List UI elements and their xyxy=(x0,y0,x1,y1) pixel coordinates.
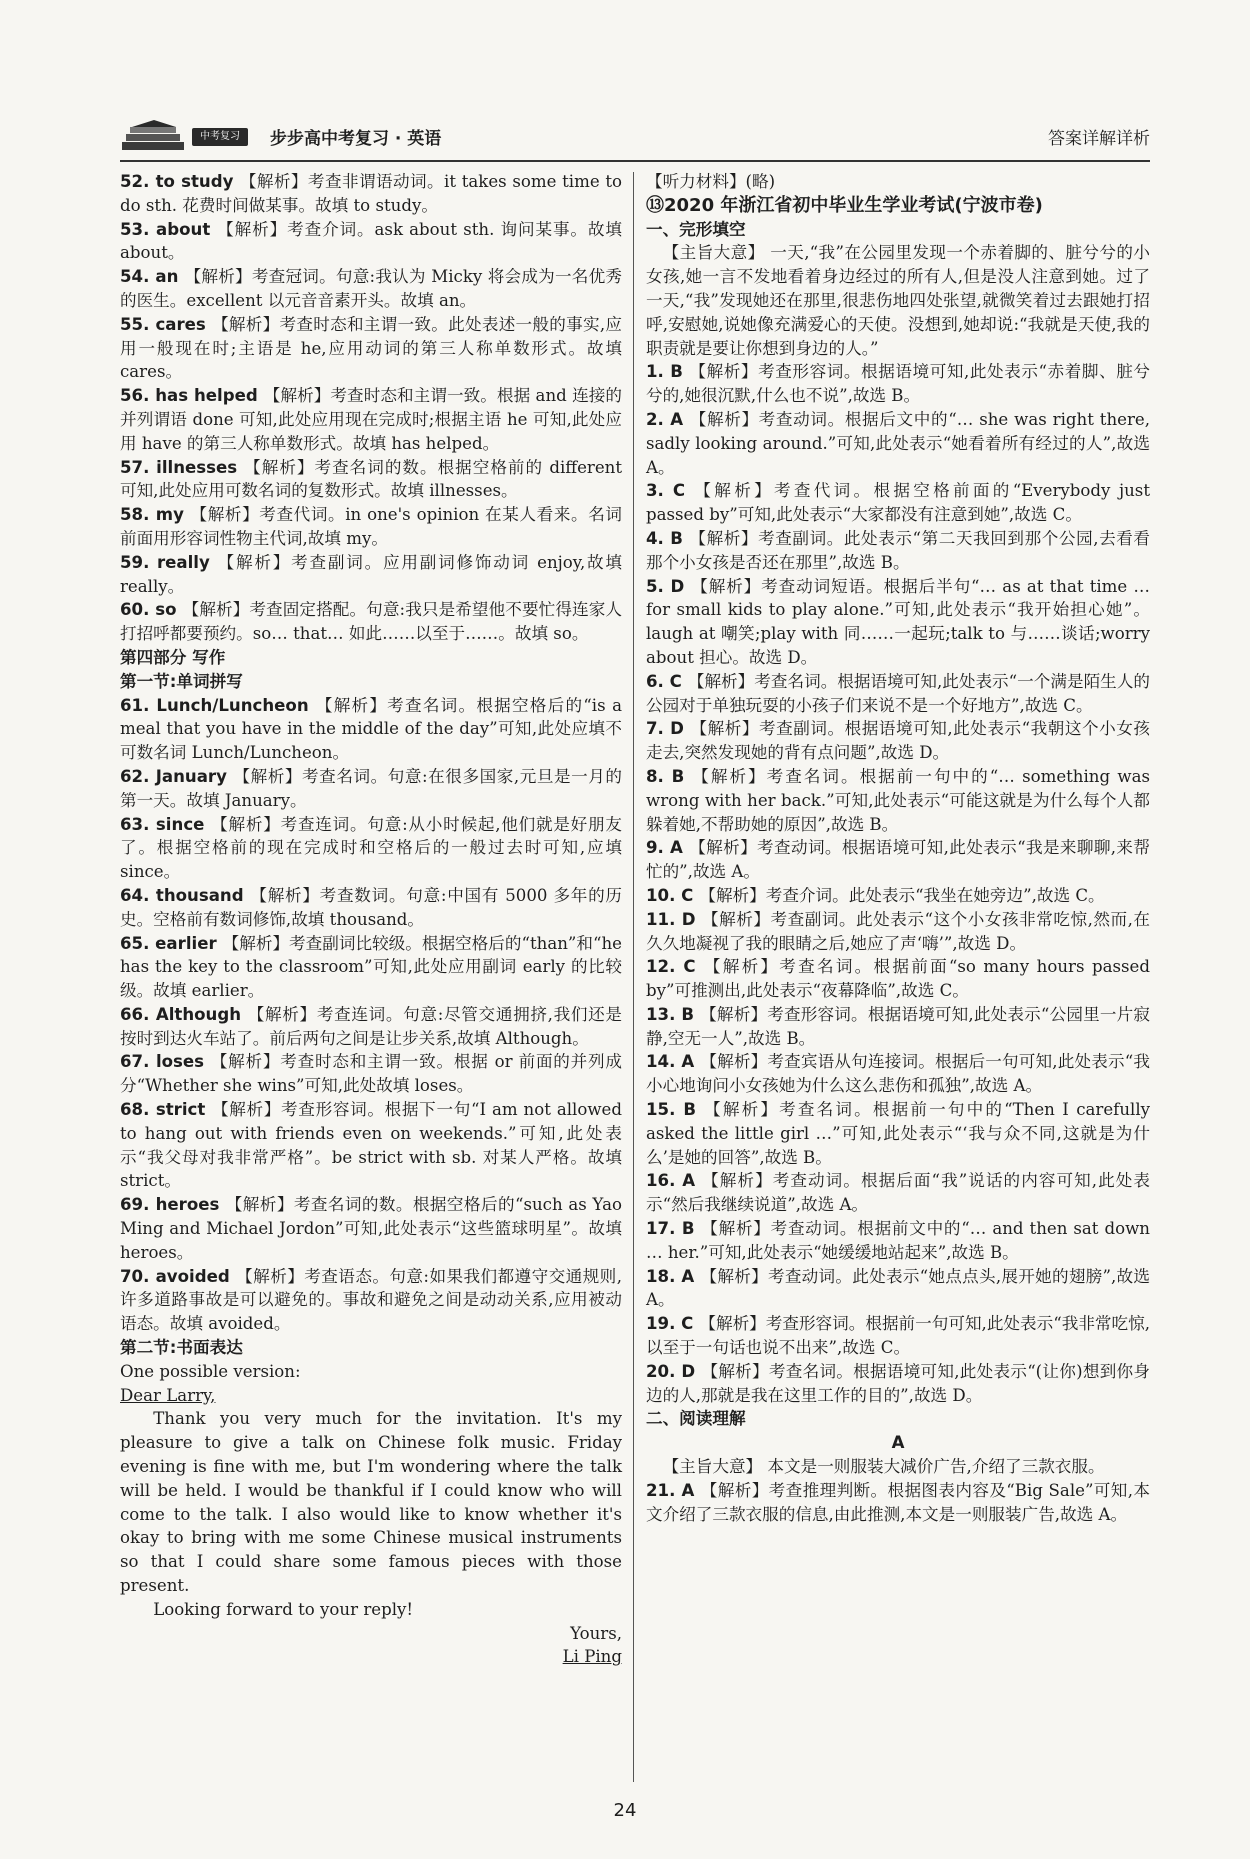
answer-key: 13. B xyxy=(646,1004,694,1024)
answer-key: 2. A xyxy=(646,409,684,429)
answer-key: 69. heroes xyxy=(120,1195,220,1215)
answer-key: 12. C xyxy=(646,957,696,977)
answer-explanation: 【解析】考查名词。根据空格后的“is a meal that you have in the middle of the day”可知,此处应填不可数名词 Lunch/Luncheon。 xyxy=(120,695,622,763)
book-stack-logo xyxy=(120,120,250,154)
series-title: 步步高中考复习 · 英语 xyxy=(270,129,442,149)
section-heading: 第二节:书面表达 xyxy=(120,1338,243,1358)
answer-explanation: 【解析】考查副词。应用副词修饰动词 enjoy,故填 really。 xyxy=(120,552,622,596)
answer-explanation: 【解析】考查名词的数。根据空格后的“such as Yao Ming and Michael Jordon”可知,此处表示“这些篮球明星”。故填 heroes。 xyxy=(120,1195,622,1262)
answer-key: 6. C xyxy=(646,671,682,691)
answer-key: 64. thousand xyxy=(120,885,244,905)
answer-entry xyxy=(646,527,1150,575)
answer-entry xyxy=(120,1050,622,1098)
letter-closing: Looking forward to your reply! xyxy=(153,1599,414,1619)
answer-entry xyxy=(646,908,1150,956)
answer-entry xyxy=(646,479,1150,527)
answer-key: 19. C xyxy=(646,1314,694,1334)
answer-explanation: 【解析】考查副词。此处表示“第二天我回到那个公园,去看看那个小女孩是否还在那里”,故选 B。 xyxy=(646,528,1150,572)
answer-explanation: 【解析】考查名词。根据前面“so many hours passed by”可推测出,此处表示“夜幕降临”,故选 C。 xyxy=(646,957,1150,1001)
answer-explanation: 【解析】考查连词。句意:从小时候起,他们就是好朋友了。根据空格前的现在完成时和空格后的一般过去时可知,应填 since。 xyxy=(120,814,622,882)
answer-entry xyxy=(646,836,1150,884)
part-heading: 第四部分 写作 xyxy=(120,647,226,667)
answer-explanation: 【解析】考查名词。根据前一句中的“… something was wrong with her back.”可知,此处表示“可能这就是为什么每个人都躲着她,不帮助她的原因”,故选 B。 xyxy=(646,766,1150,834)
answer-explanation: 【解析】考查冠词。句意:我认为 Micky 将会成为一名优秀的医生。excellent 以元音音素开头。故填 an。 xyxy=(120,267,622,310)
answer-entry xyxy=(120,1193,622,1264)
books-icon xyxy=(120,120,190,154)
section-heading: 一、完形填空 xyxy=(646,219,746,239)
answer-explanation: 【解析】考查非谓语动词。it takes some time to do sth. 花费时间做某事。故填 to study。 xyxy=(120,172,622,215)
page-number: 24 xyxy=(613,1800,637,1821)
section-title: 答案详解详析 xyxy=(1048,129,1150,149)
answer-entry xyxy=(120,598,622,646)
answer-entry xyxy=(646,575,1150,670)
left-column xyxy=(120,170,622,1669)
answer-explanation: 【解析】考查副词。根据语境可知,此处表示“我朝这个小女孩走去,突然发现她的背有点问题”,故选 D。 xyxy=(646,719,1150,763)
answer-key: 67. loses xyxy=(120,1052,205,1072)
answer-explanation: 【解析】考查形容词。根据下一句“I am not allowed to hang out with friends even on weekends.”可知,此处表示“我父母对我非常严格”。be strict with sb. 对某人严格。故填 strict。 xyxy=(120,1100,622,1191)
answer-entry xyxy=(120,456,622,504)
letter-signature: Li Ping xyxy=(562,1647,622,1667)
answer-explanation: 【解析】考查动词。根据语境可知,此处表示“我是来聊聊,来帮忙的”,故选 A。 xyxy=(646,838,1150,882)
answer-entry xyxy=(120,1003,622,1051)
logo-badge: 中考复习 xyxy=(192,128,248,146)
letter-greeting: Dear Larry, xyxy=(120,1385,216,1405)
answer-entry xyxy=(646,884,1150,908)
answer-explanation: 【解析】考查连词。句意:尽管交通拥挤,我们还是按时到达火车站了。前后两句之间是让步关系,故填 Although。 xyxy=(120,1004,622,1048)
main-idea: 【主旨大意】 本文是一则服装大减价广告,介绍了三款衣服。 xyxy=(662,1457,1105,1477)
letter-sign-off: Yours, xyxy=(570,1623,622,1643)
answer-key: 20. D xyxy=(646,1361,696,1381)
answer-explanation: 【解析】考查名词的数。根据空格前的 different 可知,此处应用可数名词的复数形式。故填 illnesses。 xyxy=(120,457,622,501)
answer-explanation: 【解析】考查名词。根据前一句中的“Then I carefully asked the little girl …”可知,此处表示“‘我与众不同,这就是为什么’是她的回答”,故选 B。 xyxy=(646,1100,1150,1167)
answer-entry xyxy=(120,218,622,266)
answer-explanation: 【解析】考查固定搭配。句意:我只是希望他不要忙得连家人打招呼都要预约。so… that… 如此……以至于……。故填 so。 xyxy=(120,600,622,644)
answer-explanation: 【解析】考查名词。根据语境可知,此处表示“(让你)想到你身边的人,那就是我在这里工作的目的”,故选 D。 xyxy=(646,1361,1150,1405)
answer-explanation: 【解析】考查数词。句意:中国有 5000 多年的历史。空格前有数词修饰,故填 thousand。 xyxy=(120,885,622,929)
letter-body: Thank you very much for the invitation. It's my pleasure to give a talk on Chinese folk music. Friday evening is fine with me, but I'm wondering where the talk will be held. I would be thankful if I could know who will come to the talk. I also would like to know whether it's okay to bring with me some Chinese musical instruments so that I could share some famous pieces with those present. xyxy=(120,1409,622,1596)
answer-key: 16. A xyxy=(646,1171,696,1191)
answer-entry xyxy=(120,813,622,884)
answer-explanation: 【解析】考查形容词。根据语境可知,此处表示“公园里一片寂静,空无一人”,故选 B。 xyxy=(646,1004,1150,1048)
letter-intro: One possible version: xyxy=(120,1361,301,1381)
answer-key: 8. B xyxy=(646,766,685,786)
answer-key: 3. C xyxy=(646,481,686,501)
answer-entry xyxy=(646,360,1150,408)
answer-explanation: 【解析】考查代词。根据空格前面的“Everybody just passed by”可知,此处表示“大家都没有注意到她”,故选 C。 xyxy=(646,481,1150,525)
answer-entry xyxy=(646,955,1150,1003)
answer-key: 1. B xyxy=(646,362,683,382)
answer-entry xyxy=(646,1312,1150,1360)
exam-title: ⑬2020 年浙江省初中毕业生学业考试(宁波市卷) xyxy=(646,194,1043,216)
answer-entry xyxy=(646,1360,1150,1408)
answer-entry xyxy=(646,1003,1150,1051)
answer-entry xyxy=(646,670,1150,718)
answer-key: 11. D xyxy=(646,909,696,929)
answer-explanation: 【解析】考查语态。句意:如果我们都遵守交通规则,许多道路事故是可以避免的。事故和避免之间是动动关系,应用被动语态。故填 avoided。 xyxy=(120,1266,622,1334)
answer-key: 52. to study xyxy=(120,172,234,191)
answer-key: 21. A xyxy=(646,1480,695,1500)
answer-entry xyxy=(120,884,622,932)
answer-list-2 xyxy=(120,694,622,1337)
answer-explanation: 【解析】考查动词。根据后文中的“… she was right there, sadly looking around.”可知,此处表示“她看着所有经过的人”,故选 A。 xyxy=(646,409,1150,477)
answer-entry xyxy=(120,170,622,218)
main-idea: 【主旨大意】 一天,“我”在公园里发现一个赤着脚的、脏兮兮的小女孩,她一言不发地看着身边经过的所有人,但是没人注意到她。过了一天,“我”发现她还在那里,很悲伤地四处张望,就微笑着过去跟她打招呼,安慰她,说她像充满爱心的天使。没想到,她却说:“我就是天使,我的职责就是要让你想到身边的人。” xyxy=(646,243,1150,358)
answer-key: 17. B xyxy=(646,1219,695,1239)
answer-explanation: 【解析】考查推理判断。根据图表内容及“Big Sale”可知,本文介绍了三款衣服的信息,由此推测,本文是一则服装广告,故选 A。 xyxy=(646,1480,1151,1524)
answer-explanation: 【解析】考查名词。根据语境可知,此处表示“一个满是陌生人的公园对于单独玩耍的小孩子们来说不是一个好地方”,故选 C。 xyxy=(646,671,1150,715)
answer-explanation: 【解析】考查时态和主谓一致。此处表述一般的事实,应用一般现在时;主语是 he,应用动词的第三人称单数形式。故填 cares。 xyxy=(120,314,622,382)
answer-explanation: 【解析】考查形容词。根据语境可知,此处表示“赤着脚、脏兮兮的,她很沉默,什么也不说”,故选 B。 xyxy=(646,362,1150,406)
answer-entry xyxy=(120,694,622,765)
answer-key: 68. strict xyxy=(120,1100,206,1120)
answer-explanation: 【解析】考查动词。根据前文中的“… and then sat down … her.”可知,此处表示“她缓缓地站起来”,故选 B。 xyxy=(646,1219,1150,1262)
answer-explanation: 【解析】考查名词。句意:在很多国家,元旦是一月的第一天。故填 January。 xyxy=(120,766,622,810)
answer-key: 62. January xyxy=(120,766,227,786)
answer-key: 54. an xyxy=(120,267,179,287)
answer-key: 65. earlier xyxy=(120,933,217,953)
answer-explanation: 【解析】考查动词短语。根据后半句“… as at that time … for small kids to play alone.”可知,此处表示“我开始担心她”。laugh at 嘲笑;play with 同……一起玩;talk to 与……谈话;worry about 担心。故选 D。 xyxy=(646,576,1151,667)
answer-key: 15. B xyxy=(646,1100,696,1120)
section-heading: 第一节:单词拼写 xyxy=(120,671,243,691)
answer-key: 57. illnesses xyxy=(120,457,238,477)
answer-list-1 xyxy=(120,170,622,646)
answer-entry xyxy=(120,1098,622,1193)
header-rule xyxy=(120,160,1150,162)
listening-note: 【听力材料】(略) xyxy=(646,172,776,191)
answer-explanation: 【解析】考查动词。根据后面“我”说话的内容可知,此处表示“然后我继续说道”,故选 A。 xyxy=(646,1171,1150,1215)
answer-explanation: 【解析】考查时态和主谓一致。根据 or 前面的并列成分“Whether she wins”可知,此处故填 loses。 xyxy=(120,1052,622,1096)
answer-key: 4. B xyxy=(646,528,683,548)
section-heading: 二、阅读理解 xyxy=(646,1409,746,1429)
answer-key: 70. avoided xyxy=(120,1266,230,1286)
answer-entry xyxy=(120,765,622,813)
answer-explanation: 【解析】考查介词。ask about sth. 询问某事。故填 about。 xyxy=(120,219,622,263)
answer-key: 14. A xyxy=(646,1052,695,1072)
answer-entry xyxy=(646,1050,1150,1098)
answer-key: 53. about xyxy=(120,219,211,239)
answer-entry xyxy=(646,1265,1150,1313)
answer-key: 5. D xyxy=(646,576,685,596)
answer-key: 63. since xyxy=(120,814,205,834)
answer-key: 9. A xyxy=(646,838,683,858)
answer-entry xyxy=(120,313,622,384)
answer-entry xyxy=(646,765,1150,836)
answer-entry xyxy=(646,1169,1150,1217)
answer-explanation: 【解析】考查代词。in one's opinion 在某人看来。名词前面用形容词性物主代词,故填 my。 xyxy=(120,505,623,548)
answer-entry xyxy=(120,503,622,551)
answer-entry xyxy=(120,384,622,455)
answer-entry xyxy=(120,265,622,313)
answer-key: 10. C xyxy=(646,885,694,905)
right-column xyxy=(646,170,1150,1526)
answer-explanation: 【解析】考查时态和主谓一致。根据 and 连接的并列谓语 done 可知,此处应用现在完成时;根据主语 he 可知,此处应用 have 的第三人称单数形式。故填 has helped。 xyxy=(120,386,622,453)
answer-entry xyxy=(646,717,1150,765)
answer-key: 60. so xyxy=(120,600,177,620)
answer-explanation: 【解析】考查宾语从句连接词。根据后一句可知,此处表示“我小心地询问小女孩她为什么这么悲伤和孤独”,故选 A。 xyxy=(646,1052,1150,1096)
answer-key: 55. cares xyxy=(120,314,206,334)
answer-key: 18. A xyxy=(646,1266,695,1286)
answer-entry xyxy=(646,1098,1150,1169)
answer-entry xyxy=(646,1217,1150,1265)
answer-explanation: 【解析】考查副词比较级。根据空格后的“than”和“he has the key to the classroom”可知,此处应用副词 early 的比较级。故填 earlier。 xyxy=(120,933,622,1001)
answer-list-3 xyxy=(646,360,1150,1407)
answer-entry xyxy=(646,1479,1150,1527)
answer-key: 7. D xyxy=(646,719,684,739)
answer-key: 66. Although xyxy=(120,1004,242,1024)
answer-entry xyxy=(120,932,622,1003)
answer-entry xyxy=(120,551,622,599)
answer-key: 56. has helped xyxy=(120,386,258,406)
answer-explanation: 【解析】考查动词。此处表示“她点点头,展开她的翅膀”,故选 A。 xyxy=(646,1266,1151,1310)
answer-entry xyxy=(120,1265,622,1336)
answer-explanation: 【解析】考查副词。此处表示“这个小女孩非常吃惊,然而,在久久地凝视了我的眼睛之后,她应了声‘嗨’”,故选 D。 xyxy=(646,909,1151,953)
answer-key: 61. Lunch/Luncheon xyxy=(120,695,309,715)
answer-explanation: 【解析】考查形容词。根据前一句可知,此处表示“我非常吃惊,以至于一句话也说不出来”,故选 C。 xyxy=(646,1314,1150,1358)
passage-label: A xyxy=(891,1433,905,1453)
answer-entry xyxy=(646,408,1150,479)
answer-explanation: 【解析】考查介词。此处表示“我坐在她旁边”,故选 C。 xyxy=(699,885,1105,905)
header xyxy=(120,118,1150,158)
answer-key: 59. really xyxy=(120,552,210,572)
sample-letter xyxy=(120,1360,622,1669)
answer-key: 58. my xyxy=(120,505,184,525)
column-divider xyxy=(633,172,634,1782)
